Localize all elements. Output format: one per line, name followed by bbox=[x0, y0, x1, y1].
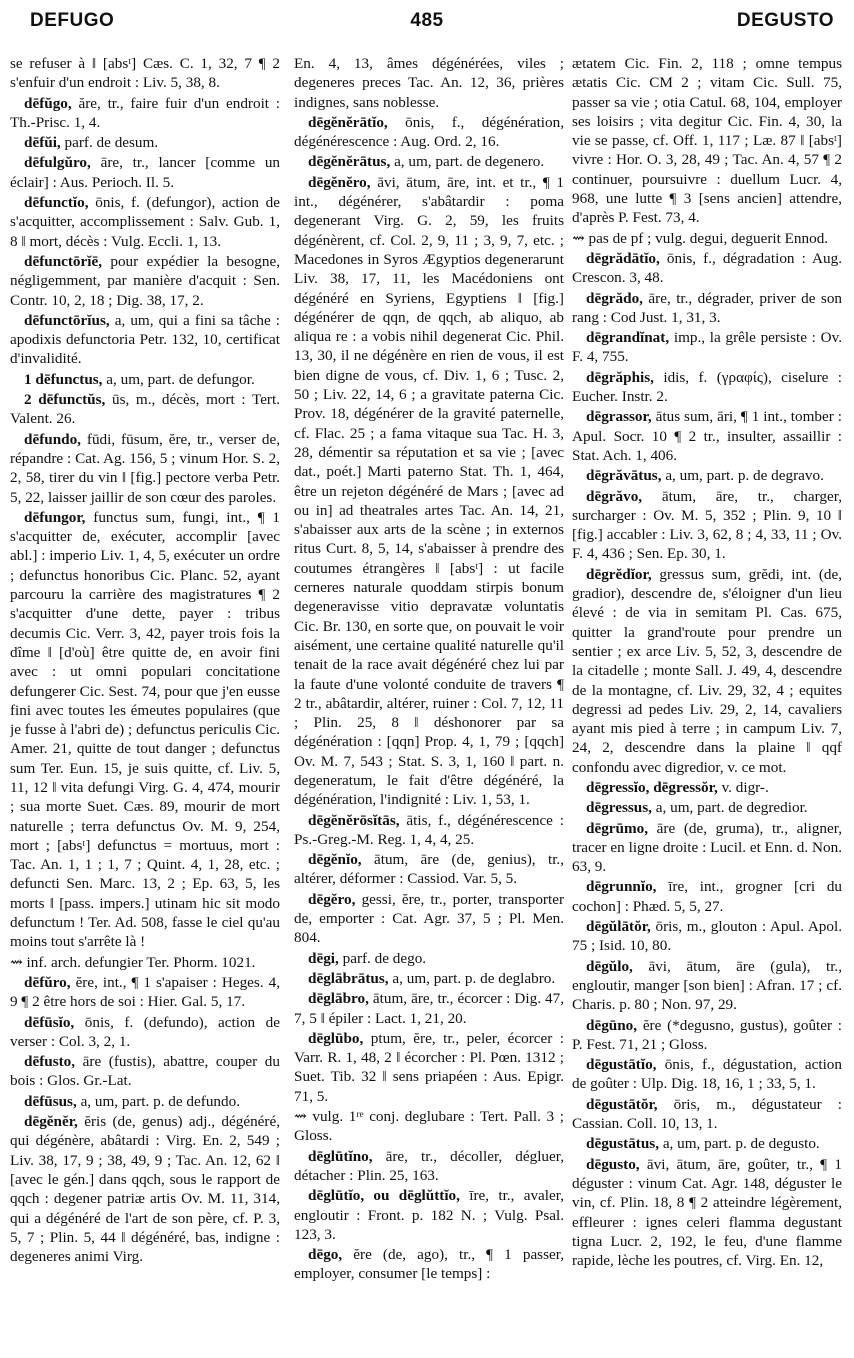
entry-headword: dēfūsus, bbox=[24, 1092, 77, 1110]
entry-headword: dēgrăvo, bbox=[586, 487, 643, 505]
entry-headword: dēfŭgo, bbox=[24, 94, 72, 112]
entry-headword: dēfūsĭo, bbox=[24, 1013, 75, 1031]
dictionary-entry bbox=[572, 957, 842, 1015]
entry-definition: īre, tr., avaler, engloutir : Front. p. 182 N. ; Vulg. Psal. 123, 3. bbox=[294, 1187, 564, 1243]
entry-definition: āvi, ātum, āre, goûter, tr., ¶ 1 déguster : vinum Cat. Agr. 148, déguster le vin, cf. Plin. 18, 8 ¶ 2 atteindre légèrement, effleurer : ignes celeri flamma degustant tigna Lucr. 2, 192, le feu, d'une flamme rapide, lèche les poutres, cf. Virg. En. 12, bbox=[572, 1155, 842, 1270]
entry-headword: 2 dēfunctŭs, bbox=[24, 391, 106, 409]
entry-headword: dēgĕnĕrōsĭtās, bbox=[308, 811, 400, 829]
entry-definition: parf. de desum. bbox=[64, 134, 159, 152]
entry-definition: idis, f. (γραφίς), ciselure : Eucher. Instr. 2. bbox=[572, 368, 842, 406]
entry-definition: ōnis, f., dégénération, dégénérescence : Aug. Ord. 2, 16. bbox=[294, 113, 564, 151]
entry-headword: dēgi, bbox=[308, 949, 339, 967]
dictionary-entry bbox=[294, 811, 564, 850]
entry-definition: gressus sum, grĕdi, int. (de, gradior), descendre de, s'éloigner d'un lieu élevé : de via in semitam Pl. Cas. 675, quitter la grand'route pour prendre un sentier ; ex arce Liv. 5, 52, 3, descendre de la citadelle ; monte Sall. J. 49, 4, descendre de la montagne, cf. Liv. 29, 32, 4 ; equites degressi ad pedes Liv. 29, 2, 14, cavaliers ayant mis pied à terre ; in campum Liv. 7, 24, 2, descendre dans la plaine ‖ qqf confondu avec digredior, v. ce mot. bbox=[572, 565, 842, 776]
entry-definition: ăre, tr., faire fuir d'un endroit : Th.-Prisc. 1, 4. bbox=[10, 94, 280, 131]
dictionary-entry bbox=[294, 54, 564, 112]
dictionary-entry bbox=[10, 252, 280, 310]
column-2 bbox=[294, 54, 564, 1350]
dictionary-entry bbox=[572, 1134, 842, 1153]
entry-definition: ptum, ĕre, tr., peler, écorcer : Varr. R. 1, 48, 2 ‖ écorcher : Pl. Pœn. 1312 ; Suet. Tib. 32 ‖ sens priapéen : Aus. Epigr. 71, 5. bbox=[294, 1029, 564, 1105]
entry-headword: dēgressĭo, dēgressŏr, bbox=[586, 778, 718, 796]
entry-definition: a, um, part. p. de degusto. bbox=[662, 1135, 820, 1153]
dictionary-entry bbox=[10, 133, 280, 152]
dictionary-entry bbox=[10, 508, 280, 952]
dictionary-entry bbox=[10, 193, 280, 251]
entry-definition: gessi, ĕre, tr., porter, transporter de, emporter : Cat. Agr. 37, 5 ; Pl. Men. 804. bbox=[294, 890, 564, 947]
entry-headword: dēglābrātus, bbox=[308, 969, 389, 987]
entry-definition: ōnis, f. (defungor), action de s'acquitter, accomplissement : Salv. Gub. 1, 8 ‖ mort, décès : Vulg. Eccli. 1, 13. bbox=[10, 194, 280, 250]
entry-headword: dēgrandĭnat, bbox=[586, 329, 670, 347]
dictionary-entry bbox=[10, 1052, 280, 1091]
entry-definition: a, um, part. p. de deglabro. bbox=[392, 969, 556, 987]
dictionary-entry bbox=[572, 368, 842, 407]
dictionary-entry bbox=[572, 289, 842, 328]
entry-definition: āre, tr., dégrader, priver de son rang : Cod Just. 1, 31, 3. bbox=[572, 289, 842, 326]
entry-definition: ātum, āre, tr., écorcer : Dig. 47, 7, 5 ‖ épiler : Lact. 1, 21, 20. bbox=[294, 990, 564, 1027]
entry-definition: āvi, ātum, āre, int. et tr., ¶ 1 int., dégénérer, s'abâtardir : poma degenerant Virg. G. 2, 59, les fruits dégénèrent, cf. Col. 2, 9, 11 ; 3, 9, 7, etc. ; Macedones in Syros Ægyptios degenerarunt Liv. 38, 17, 11, les Macédoniens ont dégénéré en Syriens, Egyptiens ‖ [fig.] dégénérer de qqn, de qqch, ab aliquo, ab aliqua re : a vobis nihil degenerat Cic. Phil. 13, 30, il ne dégénère en rien de vous, il est bien digne de vous, cf. Div. 1, 6 ; Tusc. 2, 50 ; Liv. 22, 14, 6 ; a gravitate paterna Cic. Prov. 18, dégénérer de la gravité paternelle, cf. Flac. 25 ; a fama vitaque sua Tac. H. 3, 28, démentir sa réputation et sa vie ; [avec dat., poét.] Marti paterno Stat. Th. 1, 464, être un rejeton dégénéré de Mars ; [avec ad ou in] ad theatrales artes Tac. An. 14, 21, s'abaisser aux arts de la scène ; in externos ritus Curt. 8, 5, 14, s'abaisser à prendre des coutumes étrangères ‖ [absᵗ] : ut facile cerneres naturale quoddam stirpis bonum degeneravisse vitio depravatæ voluntatis Cic. Br. 130, en sorte que, on pouvait le voir aisément, une certaine qualité naturelle qu'il tenait de la race avait dégénéré chez lui par la faute d'une volonté conduite de travers ¶ 2 tr., abâtardir, altérer, ruiner : Col. 7, 12, 11 ; Plin. 25, 8 ‖ déshonorer par sa dégénération : [qqn] Prop. 4, 1, 79 ; [qqch] Ov. M. 7, 543 ; Stat. S. 3, 1, 160 ‖ part. n. degeneratum, le fait d'être dégénéré, la dégénération, l'indignité : Liv. 1, 53, 1. bbox=[294, 173, 564, 809]
entry-headword: dēglūtĭo, ou dēglŭttĭo, bbox=[308, 1187, 460, 1205]
dictionary-entry bbox=[294, 173, 564, 810]
entry-definition: ĕre, int., ¶ 1 s'apaiser : Heges. 4, 9 ¶ 2 être hors de soi : Hier. Gal. 5, 17. bbox=[10, 973, 280, 1011]
entry-headword: dēfunctōrĭus, bbox=[24, 311, 110, 329]
entry-headword: dēgrădo, bbox=[586, 289, 643, 307]
entry-definition: a, um, part. p. de degravo. bbox=[665, 467, 824, 485]
entry-headword: dēgŭlo, bbox=[586, 957, 633, 975]
entry-definition: En. 4, 13, âmes dégénérées, viles ; degeneres preces Tac. An. 12, 36, prières indignes, sans noblesse. bbox=[294, 55, 564, 111]
entry-definition: a, um, part. de defungor. bbox=[106, 370, 255, 388]
entry-headword: dēgustātŏr, bbox=[586, 1095, 658, 1113]
dictionary-entry bbox=[294, 850, 564, 889]
entry-definition: pour expédier la besogne, négligemment, par manière d'acquit : Sen. Contr. 10, 2, 18 ; Dig. 38, 17, 2. bbox=[10, 252, 280, 309]
dictionary-entry bbox=[294, 1186, 564, 1244]
entry-definition: ōnis, f., dégustation, action de goûter : Ulp. Dig. 18, 16, 1 ; 33, 5, 1. bbox=[572, 1056, 842, 1093]
entry-headword: dēgrĕdĭor, bbox=[586, 565, 652, 583]
entry-definition: ĕris (de, genus) adj., dégénéré, qui dégénère, abâtardi : Virg. En. 2, 549 ; Liv. 38, 17, 9 ; 38, 49, 9 ; Tac. An. 12, 62 ‖ [avec le gén.] dans qqch, sous le rapport de qqch : degener patriæ artis Ov. M. 11, 314, qui a dégénéré de l'art de son père, cf. P. 3, 5, 7 ; Plin. 5, 44 ‖ dégénéré, bas, indigne : degeneres animi Virg. bbox=[10, 1113, 280, 1266]
entry-headword: dēfunctĭo, bbox=[24, 194, 89, 212]
dictionary-entry bbox=[294, 969, 564, 988]
column-3 bbox=[572, 54, 842, 1350]
entry-headword: dēglūbo, bbox=[308, 1029, 364, 1047]
entry-headword: dēfŭi, bbox=[24, 134, 61, 152]
dictionary-entry bbox=[572, 778, 842, 797]
dictionary-entry bbox=[10, 973, 280, 1012]
dictionary-entry bbox=[572, 798, 842, 817]
entry-headword: 1 dēfunctus, bbox=[24, 370, 103, 388]
dictionary-entry bbox=[572, 917, 842, 956]
dictionary-entry bbox=[294, 1147, 564, 1186]
running-head-right: DEGUSTO bbox=[736, 10, 834, 31]
dictionary-entry bbox=[10, 390, 280, 429]
dictionary-entry bbox=[572, 466, 842, 485]
entry-headword: dēgrădātĭo, bbox=[586, 249, 660, 267]
dictionary-entry bbox=[294, 989, 564, 1028]
entry-definition: ātum, āre (de, genius), tr., altérer, déformer : Cassiod. Var. 5, 5. bbox=[294, 851, 564, 888]
dictionary-entry bbox=[572, 54, 842, 228]
entry-headword: dēgo, bbox=[308, 1246, 343, 1264]
entry-definition: āre, tr., lancer [comme un éclair] : Aus. Perioch. Il. 5. bbox=[10, 154, 280, 191]
dictionary-entry bbox=[10, 1112, 280, 1266]
dictionary-entry bbox=[572, 1095, 842, 1134]
running-head-left: DEFUGO bbox=[30, 10, 115, 31]
entry-headword: dēgĕnĕrātus, bbox=[308, 153, 391, 171]
entry-definition: ⇝ vulg. 1ʳᵉ conj. deglubare : Tert. Pall. 3 ; Gloss. bbox=[294, 1108, 564, 1145]
entry-headword: dēfungor, bbox=[24, 508, 86, 526]
dictionary-entry bbox=[294, 113, 564, 152]
entry-definition: ātus sum, āri, ¶ 1 int., tomber : Apul. Socr. 10 ¶ 2 tr., insulter, assaillir : Stat. Ach. 1, 406. bbox=[572, 408, 842, 464]
entry-headword: dēfŭro, bbox=[24, 973, 71, 991]
dictionary-entry bbox=[10, 54, 280, 93]
dictionary-entry bbox=[294, 890, 564, 948]
entry-definition: ætatem Cic. Fin. 2, 118 ; omne tempus ætatis Cic. CM 2 ; vitam Cic. Sull. 75, passer sa vie ; otia Catul. 68, 104, employer ses loisirs ; vita degitur Cic. Fin. 4, 30, la vie se passe, cf. Off. 1, 117 ; Læ. 87 ‖ [absᵗ] vivre : Hor. O. 3, 28, 49 ; Tac. An. 4, 57 ¶ 2 continuer, poursuivre : duellum Lucr. 4, 968, une lutte ¶ 3 [sens ancien] attendre, d'après P. Fest. 73, 4. bbox=[572, 55, 842, 227]
entry-headword: dēgĕnĭo, bbox=[308, 851, 362, 869]
dictionary-entry bbox=[572, 229, 842, 248]
entry-headword: dēgŭlātŏr, bbox=[586, 918, 651, 936]
entry-definition: ōris, m., glouton : Apul. Apol. 75 ; Isid. 10, 80. bbox=[572, 918, 842, 955]
entry-definition: īre, int., grogner [cri du cochon] : Phæd. 5, 5, 27. bbox=[572, 878, 842, 915]
entry-definition: a, um, part. de degenero. bbox=[394, 153, 545, 171]
entry-headword: dēgĕnĕro, bbox=[308, 173, 371, 191]
entry-headword: dēgrūmo, bbox=[586, 819, 649, 837]
dictionary-entry bbox=[572, 1016, 842, 1055]
dictionary-entry bbox=[10, 153, 280, 192]
entry-definition: āre (fustis), abattre, couper du bois : Glos. Gr.-Lat. bbox=[10, 1053, 280, 1090]
entry-headword: dēfunctōrĭē, bbox=[24, 252, 103, 270]
entry-definition: v. digr-. bbox=[721, 778, 769, 796]
entry-definition: āre, tr., décoller, dégluer, détacher : Plin. 25, 163. bbox=[294, 1147, 564, 1184]
dictionary-entry bbox=[572, 328, 842, 367]
entry-headword: dēglūtĭno, bbox=[308, 1147, 373, 1165]
entry-headword: dēgressus, bbox=[586, 799, 652, 817]
dictionary-entry bbox=[10, 953, 280, 972]
entry-definition: āvi, ātum, āre (gula), tr., engloutir, manger [son bien] : Afran. 17 ; cf. Charis. p. 80 ; Non. 97, 29. bbox=[572, 957, 842, 1014]
entry-headword: dēfulgŭro, bbox=[24, 154, 91, 172]
entry-headword: dēfusto, bbox=[24, 1053, 76, 1071]
entry-definition: fūdi, fūsum, ĕre, tr., verser de, répandre : Cat. Ag. 156, 5 ; vinum Hor. S. 2, 2, 58, tirer du vin ‖ [fig.] pectore verba Petr. 5, 22, laisser jaillir de son cœur des paroles. bbox=[10, 430, 280, 506]
dictionary-entry bbox=[10, 430, 280, 507]
entry-definition: a, um, part. p. de defundo. bbox=[80, 1092, 240, 1110]
dictionary-entry bbox=[10, 1092, 280, 1111]
dictionary-entry bbox=[294, 1245, 564, 1284]
dictionary-entry bbox=[294, 1107, 564, 1146]
dictionary-entry bbox=[10, 311, 280, 369]
entry-definition: parf. de dego. bbox=[342, 949, 427, 967]
entry-headword: dēgĕnĕr, bbox=[24, 1113, 78, 1131]
entry-headword: dēgrassor, bbox=[586, 408, 652, 426]
dictionary-entry bbox=[10, 1013, 280, 1052]
entry-definition: functus sum, fungi, int., ¶ 1 s'acquitter de, exécuter, accomplir [avec abl.] : imperio Liv. 1, 4, 5, exécuter un ordre ; defunctus honoribus Cic. Planc. 52, ayant parcouru la carrière des magistratures ¶ 2 s'acquitter d'une dette, payer : tribus decumis Cic. Verr. 3, 42, payer trois fois la dîme ‖ [d'où] être quitte de, en avoir fini avec : ut omni populari concitatione defungerer Cic. Sest. 74, pour que j'en eusse fini avec toutes les émeutes populaires (que je fusse à l'abri de) ; defunctus periculis Cic. Amer. 21, quitte de tout danger ; defunctus sum Ter. Eun. 15, je suis quitte, cf. Liv. 5, 11, 12 ‖ vita defungi Virg. G. 4, 474, mourir ; sua morte Suet. Cæs. 89, mourir de mort naturelle ; terra defunctus Ov. M. 9, 254, mort ; [absᵗ] defunctus = mortuus, mort : Tac. An. 1, 1 ; 1, 7 ; Quint. 4, 1, 28, etc. ; defuncti Sen. Marc. 13, 2 ; Ep. 63, 5, les morts ‖ [pass. impers.] utinam hic sit modo defunctum ! Ter. Ad. 508, fasse le ciel qu'au moins tout s'arrête là ! bbox=[10, 508, 280, 951]
dictionary-entry bbox=[294, 152, 564, 171]
entry-definition: ōris, m., dégustateur : Cassian. Coll. 10, 13, 1. bbox=[572, 1095, 842, 1133]
entry-headword: dēgūno, bbox=[586, 1016, 638, 1034]
entry-definition: ūs, m., décès, mort : Tert. Valent. 26. bbox=[10, 391, 280, 428]
column-1 bbox=[10, 54, 280, 1350]
dictionary-entry bbox=[572, 877, 842, 916]
page-header bbox=[0, 4, 854, 36]
dictionary-entry bbox=[572, 249, 842, 288]
entry-definition: ⇝ inf. arch. defungier Ter. Phorm. 1021. bbox=[10, 953, 256, 971]
entry-headword: dēgĕro, bbox=[308, 890, 356, 908]
entry-headword: dēgrăvātus, bbox=[586, 467, 662, 485]
entry-headword: dēgrăphis, bbox=[586, 368, 654, 386]
entry-definition: a, um, part. de degredior. bbox=[655, 799, 808, 817]
dictionary-entry bbox=[572, 1055, 842, 1094]
dictionary-entry bbox=[10, 370, 280, 389]
dictionary-entry bbox=[572, 819, 842, 877]
entry-definition: ĕre (de, ago), tr., ¶ 1 passer, employer, consumer [le temps] : bbox=[294, 1246, 564, 1283]
entry-definition: ⇝ pas de pf ; vulg. degui, deguerit Ennod. bbox=[572, 229, 829, 247]
entry-headword: dēglābro, bbox=[308, 990, 369, 1008]
entry-definition: ĕre (*degusno, gustus), goûter : P. Fest. 71, 21 ; Gloss. bbox=[572, 1016, 842, 1053]
entry-headword: dēgrunnĭo, bbox=[586, 878, 657, 896]
page-number: 485 bbox=[410, 10, 444, 31]
dictionary-entry bbox=[572, 407, 842, 465]
entry-definition: imp., la grêle persiste : Ov. F. 4, 755. bbox=[572, 329, 842, 366]
entry-definition: ātis, f., dégénérescence : Ps.-Greg.-M. Reg. 1, 4, 4, 25. bbox=[294, 811, 564, 848]
entry-definition: āre (de, gruma), tr., aligner, tracer en ligne droite : Lucil. et Enn. d. Non. 63, 9. bbox=[572, 819, 842, 876]
dictionary-entry bbox=[294, 949, 564, 968]
entry-definition: ōnis, f., dégradation : Aug. Crescon. 3, 48. bbox=[572, 249, 842, 287]
dictionary-entry bbox=[294, 1029, 564, 1106]
entry-definition: ōnis, f. (defundo), action de verser : Col. 3, 2, 1. bbox=[10, 1013, 280, 1050]
entry-definition: ātum, āre, tr., charger, surcharger : Ov. M. 5, 352 ; Plin. 9, 10 ‖ [fig.] accabler : Liv. 3, 62, 8 ; 4, 33, 11 ; Ov. F. 4, 436 ; Sen. Ep. 30, 1. bbox=[572, 487, 842, 563]
dictionary-entry bbox=[572, 565, 842, 777]
entry-headword: dēgustātus, bbox=[586, 1135, 660, 1153]
dictionary-entry bbox=[10, 94, 280, 133]
entry-headword: dēgusto, bbox=[586, 1155, 640, 1173]
entry-headword: dēgĕnĕrātĭo, bbox=[308, 113, 388, 131]
entry-definition: se refuser à ‖ [absᵗ] Cæs. C. 1, 32, 7 ¶ 2 s'enfuir d'un endroit : Liv. 5, 38, 8. bbox=[10, 55, 280, 92]
dictionary-entry bbox=[572, 1155, 842, 1271]
entry-definition: a, um, qui a fini sa tâche : apodixis defunctoria Petr. 132, 10, certificat d'invalidité. bbox=[10, 311, 280, 368]
entry-headword: dēfundo, bbox=[24, 430, 81, 448]
entry-headword: dēgustātĭo, bbox=[586, 1056, 657, 1074]
dictionary-entry bbox=[572, 487, 842, 564]
